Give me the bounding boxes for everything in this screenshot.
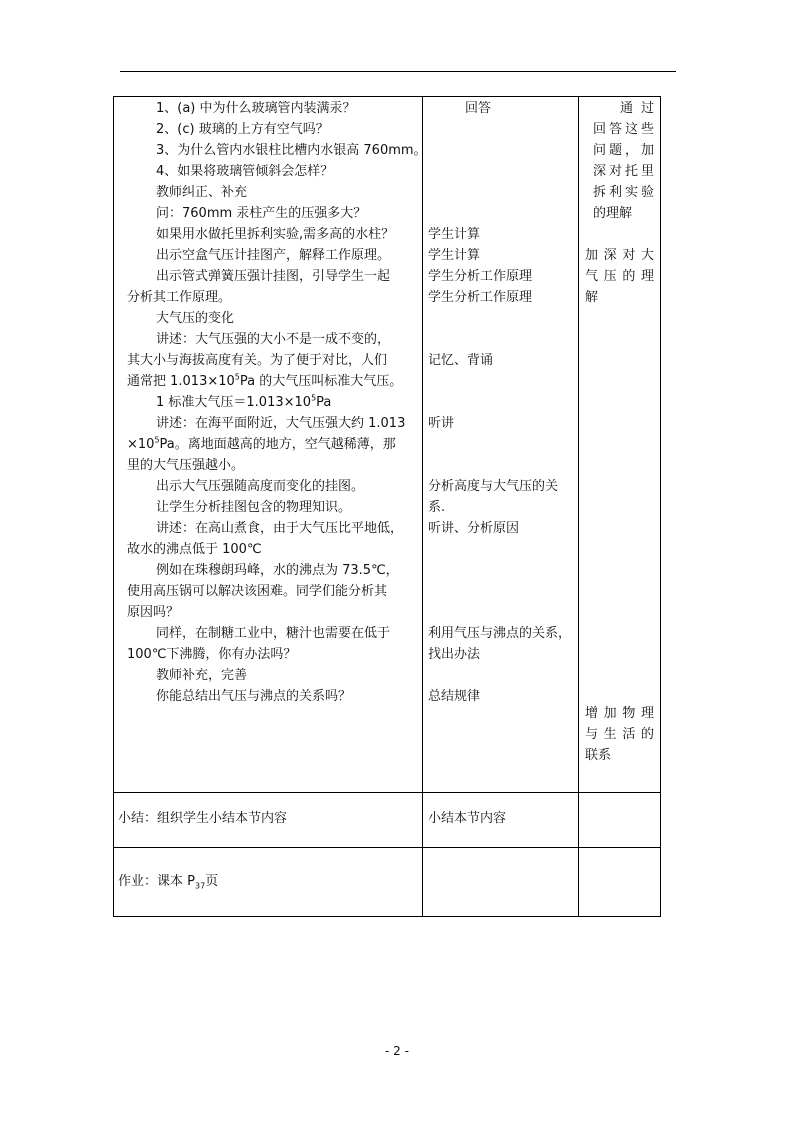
- notes-line: 解: [585, 290, 599, 305]
- teacher-line: 让学生分析挂图包含的物理知识。: [156, 500, 352, 515]
- notes-line: 增 加 物 理: [585, 706, 654, 721]
- student-line: 学生分析工作原理: [428, 269, 533, 284]
- summary-student: 小结本节内容: [428, 811, 507, 826]
- teacher-line: 里的大气压强越小。: [127, 458, 245, 473]
- teacher-line: 讲述：大气压强的大小不是一成不变的，: [156, 332, 391, 347]
- student-line: 分析高度与大气压的关: [428, 479, 559, 494]
- teacher-line: 3、为什么管内水银柱比槽内水银高 760mm。: [156, 143, 427, 158]
- teacher-line: 教师纠正、补充: [156, 185, 248, 200]
- teacher-line: 出示空盒气压计挂图产，解释工作原理。: [156, 248, 391, 263]
- student-line: 找出办法: [428, 647, 481, 662]
- teacher-line: 同样，在制糖工业中，糖汁也需要在低于: [156, 626, 391, 641]
- student-line: 利用气压与沸点的关系，: [428, 626, 572, 641]
- notes-line: 的理解: [593, 206, 633, 221]
- teacher-line: $\times 10^5Pa$。离地面越高的地方，空气越稀薄，那: [127, 435, 396, 452]
- teacher-line: 1、(a) 中为什么玻璃管内装满汞？: [156, 101, 356, 116]
- notes-line: 联系: [585, 748, 612, 763]
- notes-line: 通 过: [620, 101, 654, 116]
- column-divider-1: [422, 97, 423, 916]
- summary-teacher: 小结：组织学生小结本节内容: [118, 811, 288, 826]
- student-line: 学生分析工作原理: [428, 290, 533, 305]
- teacher-line: 2、(c) 玻璃的上方有空气吗？: [156, 122, 329, 137]
- student-line: 系.: [428, 500, 446, 515]
- student-line: 听讲、分析原因: [428, 521, 520, 536]
- teacher-line: 通常把 $1.013\times 10^5Pa$ 的大气压叫标准大气压。: [127, 372, 403, 389]
- notes-line: 拆 利 实 验: [593, 185, 654, 200]
- notes-line: 回 答 这 些: [593, 122, 654, 137]
- teacher-line: 例如在珠穆朗玛峰，水的沸点为 73.5℃，: [156, 563, 399, 578]
- header-rule: [120, 71, 676, 72]
- teacher-line: 分析其工作原理。: [127, 290, 232, 305]
- teacher-line: 出示管式弹簧压强计挂图，引导学生一起: [156, 269, 391, 284]
- notes-line: 加 深 对 大: [585, 248, 654, 263]
- teacher-line: 其大小与海拔高度有关。为了便于对比，人们: [127, 353, 388, 368]
- teacher-line: 大气压的变化: [156, 311, 235, 326]
- notes-line: 深 对 托 里: [593, 164, 654, 179]
- student-line: 学生计算: [428, 248, 481, 263]
- teacher-line: 使用高压锅可以解决该困难。同学们能分析其: [127, 584, 388, 599]
- column-divider-2: [578, 97, 579, 916]
- teacher-line: 1 标准大气压$=1.013\times 10^5Pa$: [156, 393, 332, 410]
- row-divider-summary: [114, 792, 660, 793]
- teacher-line: 100℃下沸腾，你有办法吗？: [127, 647, 297, 662]
- notes-line: 气 压 的 理: [585, 269, 654, 284]
- teacher-line: 讲述：在高山煮食，由于大气压比平地低，: [156, 521, 404, 536]
- teacher-line: 问：760mm 汞柱产生的压强多大？: [156, 206, 367, 221]
- notes-line: 问 题 ， 加: [593, 143, 654, 158]
- student-line: 总结规律: [428, 689, 481, 704]
- page-number: - 2 -: [385, 1044, 409, 1058]
- student-line: 回答: [465, 101, 492, 116]
- teacher-line: 故水的沸点低于 100℃: [127, 542, 262, 557]
- teacher-line: 如果用水做托里拆利实验,需多高的水柱？: [156, 227, 395, 242]
- teacher-line: 讲述：在海平面附近，大气压强大约 1.013: [156, 416, 406, 431]
- homework-text: 作业：课本 $P_{37}$页: [118, 874, 219, 891]
- notes-line: 与 生 活 的: [585, 727, 654, 742]
- teacher-line: 教师补充，完善: [156, 668, 248, 683]
- teacher-line: 你能总结出气压与沸点的关系吗？: [156, 689, 352, 704]
- student-line: 记忆、背诵: [428, 353, 494, 368]
- teacher-line: 4、如果将玻璃管倾斜会怎样？: [156, 164, 334, 179]
- student-line: 听讲: [428, 416, 455, 431]
- teacher-line: 原因吗？: [127, 605, 180, 620]
- student-line: 学生计算: [428, 227, 481, 242]
- row-divider-homework: [114, 847, 660, 848]
- teacher-line: 出示大气压强随高度而变化的挂图。: [156, 479, 365, 494]
